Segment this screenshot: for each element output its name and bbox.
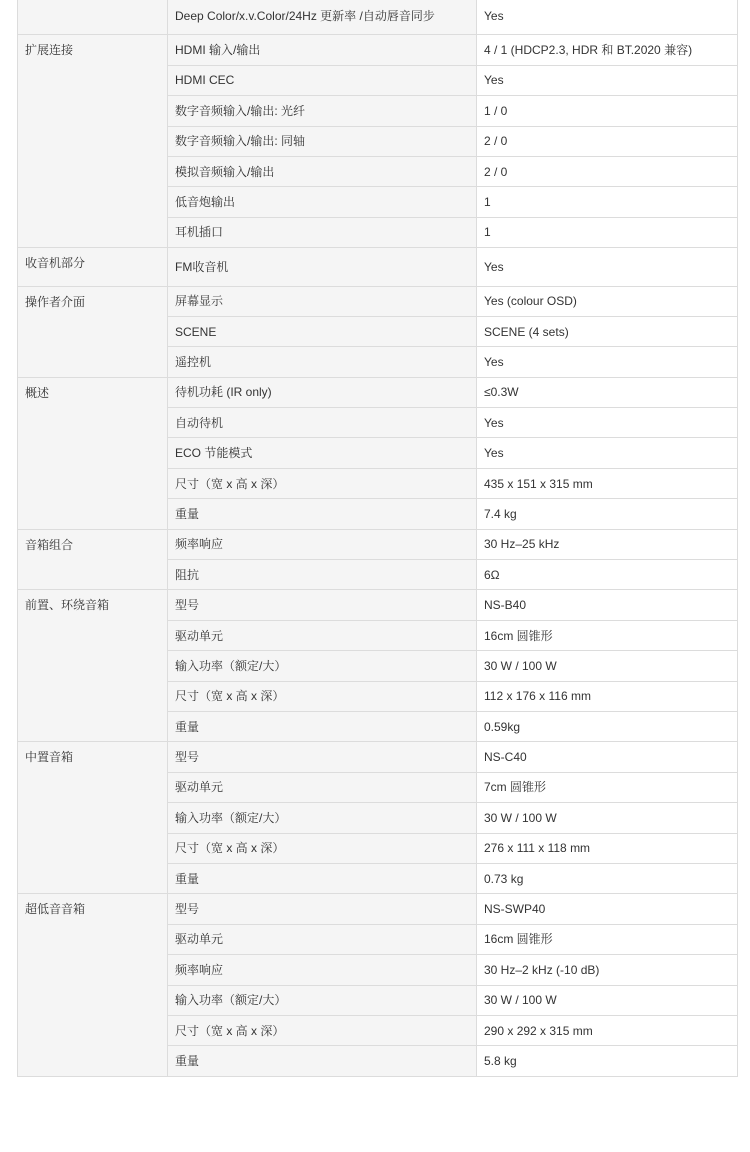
table-row — [18, 377, 738, 407]
spec-item-cell: 模拟音频输入/输出 — [168, 156, 477, 186]
spec-value-cell: Yes — [477, 0, 738, 35]
spec-value-cell: Yes — [477, 408, 738, 438]
spec-value-cell: Yes — [477, 347, 738, 377]
spec-item-cell: FM收音机 — [168, 248, 477, 286]
spec-value-cell: Yes — [477, 65, 738, 95]
spec-item-cell: 尺寸（宽 x 高 x 深） — [168, 681, 477, 711]
category-cell: 中置音箱 — [18, 742, 168, 894]
spec-item-cell: 输入功率（额定/大） — [168, 651, 477, 681]
spec-item-cell: 自动待机 — [168, 408, 477, 438]
spec-value-cell: 30 Hz–25 kHz — [477, 529, 738, 559]
table-row — [18, 286, 738, 316]
spec-table — [17, 0, 738, 1077]
spec-table-body — [18, 0, 738, 1076]
spec-item-cell: 屏幕显示 — [168, 286, 477, 316]
spec-item-cell: SCENE — [168, 316, 477, 346]
spec-item-cell: 重量 — [168, 863, 477, 893]
category-cell: 前置、环绕音箱 — [18, 590, 168, 742]
spec-item-cell: 频率响应 — [168, 529, 477, 559]
spec-item-cell: 型号 — [168, 590, 477, 620]
spec-value-cell: NS-SWP40 — [477, 894, 738, 924]
table-row — [18, 248, 738, 286]
spec-item-cell: 重量 — [168, 1046, 477, 1076]
category-cell: 音箱组合 — [18, 529, 168, 590]
spec-value-cell: SCENE (4 sets) — [477, 316, 738, 346]
table-row — [18, 35, 738, 65]
spec-value-cell: 7cm 圆锥形 — [477, 772, 738, 802]
spec-item-cell: 低音炮输出 — [168, 187, 477, 217]
spec-value-cell: 30 W / 100 W — [477, 803, 738, 833]
spec-value-cell: 6Ω — [477, 560, 738, 590]
table-row — [18, 894, 738, 924]
category-cell: 概述 — [18, 377, 168, 529]
spec-item-cell: 型号 — [168, 742, 477, 772]
spec-item-cell: 驱动单元 — [168, 772, 477, 802]
spec-value-cell: 0.73 kg — [477, 863, 738, 893]
spec-value-cell: Yes — [477, 248, 738, 286]
spec-item-cell: 数字音频输入/输出: 光纤 — [168, 96, 477, 126]
spec-item-cell: 输入功率（额定/大） — [168, 803, 477, 833]
spec-item-cell: 尺寸（宽 x 高 x 深） — [168, 833, 477, 863]
table-row — [18, 742, 738, 772]
spec-item-cell: 输入功率（额定/大） — [168, 985, 477, 1015]
spec-value-cell: 7.4 kg — [477, 499, 738, 529]
spec-value-cell: ≤0.3W — [477, 377, 738, 407]
spec-value-cell: 16cm 圆锥形 — [477, 620, 738, 650]
spec-value-cell: 30 Hz–2 kHz (-10 dB) — [477, 955, 738, 985]
spec-value-cell: Yes — [477, 438, 738, 468]
spec-value-cell: 435 x 151 x 315 mm — [477, 468, 738, 498]
spec-item-cell: 重量 — [168, 711, 477, 741]
spec-item-cell: 重量 — [168, 499, 477, 529]
spec-item-cell: 数字音频输入/输出: 同轴 — [168, 126, 477, 156]
spec-item-cell: 型号 — [168, 894, 477, 924]
spec-value-cell: 30 W / 100 W — [477, 651, 738, 681]
spec-item-cell: 阻抗 — [168, 560, 477, 590]
spec-value-cell: Yes (colour OSD) — [477, 286, 738, 316]
spec-value-cell: 30 W / 100 W — [477, 985, 738, 1015]
spec-value-cell: 2 / 0 — [477, 156, 738, 186]
category-cell: 扩展连接 — [18, 35, 168, 248]
spec-item-cell: 待机功耗 (IR only) — [168, 377, 477, 407]
table-row — [18, 529, 738, 559]
spec-value-cell: 290 x 292 x 315 mm — [477, 1015, 738, 1045]
category-cell: 超低音音箱 — [18, 894, 168, 1076]
spec-value-cell: 1 / 0 — [477, 96, 738, 126]
table-row — [18, 590, 738, 620]
spec-item-cell: 尺寸（宽 x 高 x 深） — [168, 1015, 477, 1045]
spec-value-cell: 1 — [477, 217, 738, 247]
spec-value-cell: 112 x 176 x 116 mm — [477, 681, 738, 711]
spec-item-cell: HDMI 输入/输出 — [168, 35, 477, 65]
spec-item-cell: 耳机插口 — [168, 217, 477, 247]
spec-item-cell: 频率响应 — [168, 955, 477, 985]
table-row — [18, 0, 738, 35]
spec-item-cell: 驱动单元 — [168, 620, 477, 650]
spec-value-cell: 5.8 kg — [477, 1046, 738, 1076]
spec-item-cell: 尺寸（宽 x 高 x 深） — [168, 468, 477, 498]
spec-item-cell: 遥控机 — [168, 347, 477, 377]
spec-value-cell: 16cm 圆锥形 — [477, 924, 738, 954]
category-cell — [18, 0, 168, 35]
spec-item-cell: 驱动单元 — [168, 924, 477, 954]
spec-value-cell: 4 / 1 (HDCP2.3, HDR 和 BT.2020 兼容) — [477, 35, 738, 65]
spec-value-cell: NS-B40 — [477, 590, 738, 620]
spec-value-cell: 0.59kg — [477, 711, 738, 741]
spec-value-cell: NS-C40 — [477, 742, 738, 772]
category-cell: 收音机部分 — [18, 248, 168, 286]
spec-value-cell: 2 / 0 — [477, 126, 738, 156]
spec-item-cell: Deep Color/x.v.Color/24Hz 更新率 /自动唇音同步 — [168, 0, 477, 35]
spec-item-cell: ECO 节能模式 — [168, 438, 477, 468]
spec-item-cell: HDMI CEC — [168, 65, 477, 95]
spec-value-cell: 276 x 111 x 118 mm — [477, 833, 738, 863]
category-cell: 操作者介面 — [18, 286, 168, 377]
spec-value-cell: 1 — [477, 187, 738, 217]
